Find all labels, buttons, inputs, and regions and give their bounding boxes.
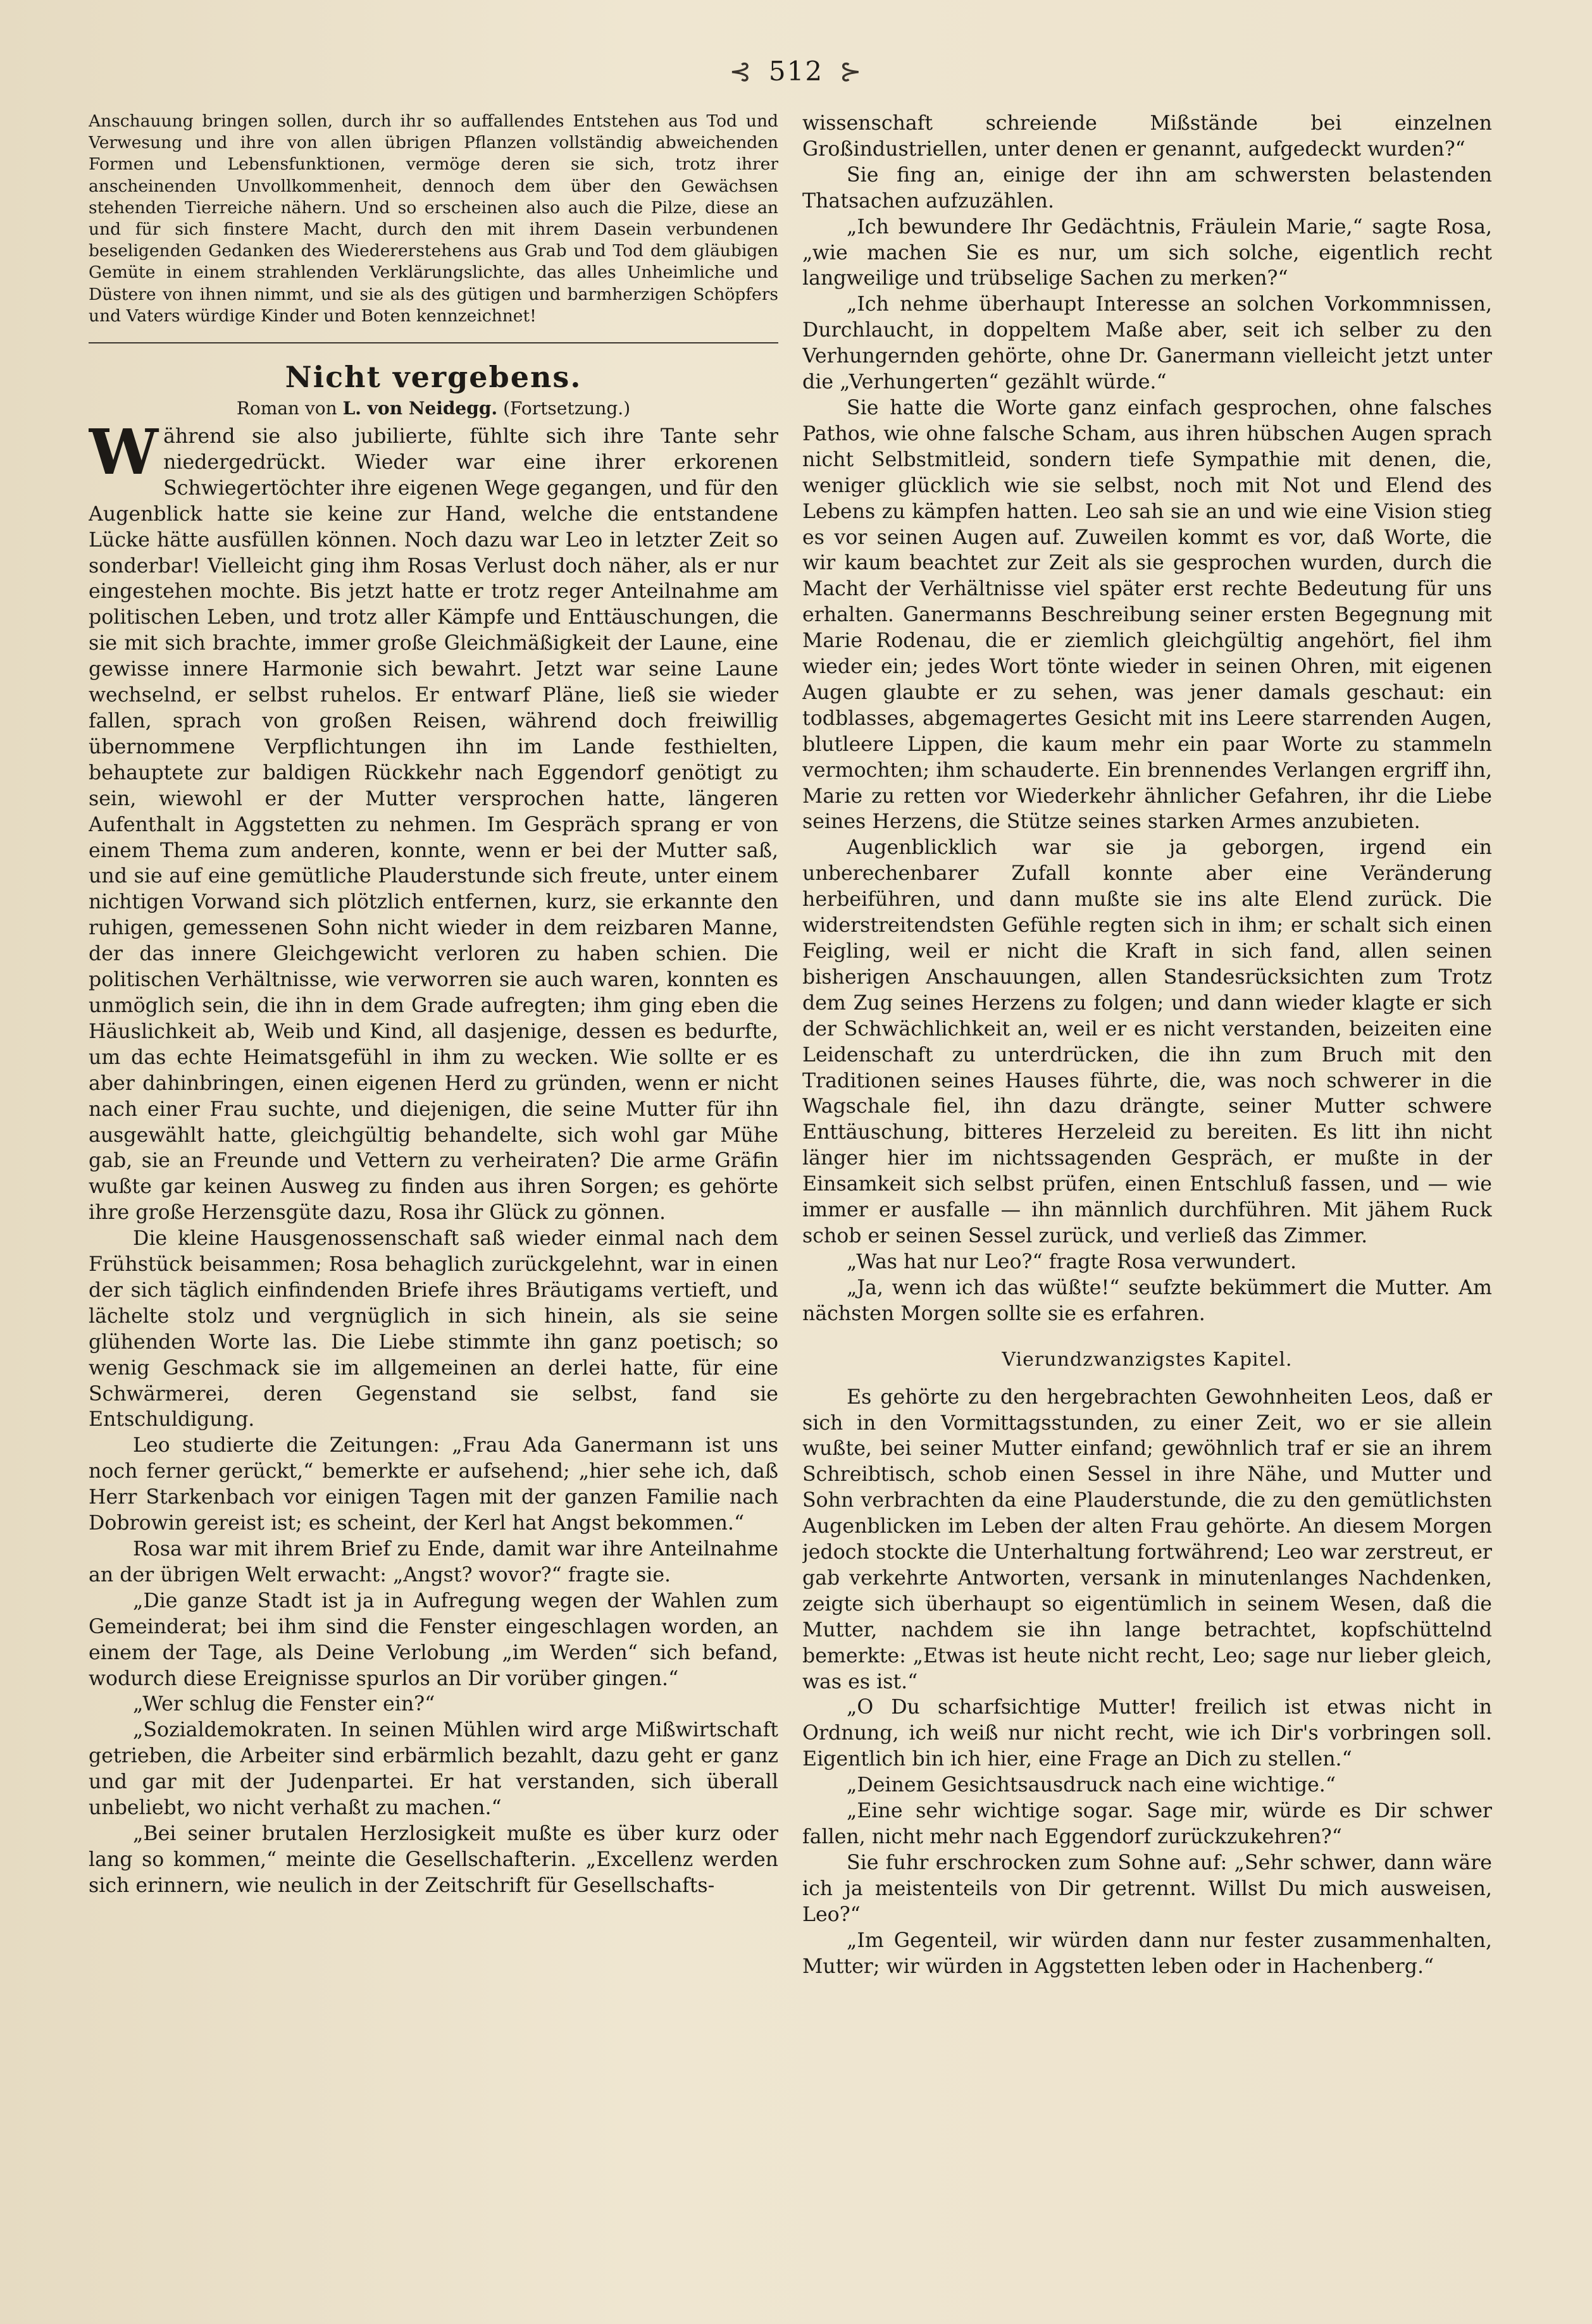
byline-continuation: (Fortsetzung.) bbox=[503, 398, 631, 419]
author-name: L. von Neidegg. bbox=[342, 398, 498, 419]
paragraph: Es gehörte zu den hergebrachten Gewohnheiten Leos, daß er sich in den Vormittagsstunden, zu einer Zeit, wo er sie allein wußte, bei seiner Mutter einfand; gewöhnlich traf er sie an ihrem Schreibtisch, schob einen Sessel in ihre Nähe, und Mutter und Sohn verbrachten da eine Plauderstunde, die zu den gemütlichsten Augenblicken im Leben der alten Frau gehörte. An diesem Morgen jedoch stockte die Unterhaltung fortwährend; Leo war zerstreut, er gab verkehrte Antworten, versank in minutenlanges Nachdenken, zeigte sich überhaupt so eigentümlich in seinem Wesen, daß die Mutter, nachdem sie ihn lange betrachtet, kopfschüttelnd bemerkte: „Etwas ist heute nicht recht, Leo; sage nur lieber gleich, was es ist.“ bbox=[802, 1385, 1492, 1693]
paragraph: Leo studierte die Zeitungen: „Frau Ada Ganermann ist uns noch ferner gerückt,“ bemerkte er aufsehend; „hier sehe ich, daß Herr Starkenbach vor einigen Tagen mit der ganzen Familie nach Dobrowin gereist ist; es scheint, der Kerl hat Angst bekommen.“ bbox=[89, 1434, 778, 1535]
paragraph: „Wer schlug die Fenster ein?“ bbox=[133, 1693, 435, 1716]
intro-paragraph: Anschauung bringen sollen, durch ihr so auffallendes Entstehen aus Tod und Verwesung und ihre von allen übrigen Pflanzen vollständig abweichenden Formen und Lebensfunktionen, vermöge deren sie sich, trotz ihrer anscheinenden Unvollkommenheit, dennoch dem über den Gewächsen stehenden Tierreiche nähern. Und so erscheinen also auch die Pilze, diese an und für sich finstere Macht, durch den mit ihrem Dasein verbundenen beseligenden Gedanken des Wiedererstehens aus Grab und Tod dem gläubigen Gemüte in einem strahlenden Verklärungslichte, das alles Unheimliche und Düstere von ihnen nimmt, und sie als des gütigen und barmherzigen Schöpfers und Vaters würdige Kinder und Boten kennzeichnet! bbox=[89, 111, 778, 326]
ornament-left: ⊰ bbox=[729, 56, 753, 87]
right-column bbox=[802, 111, 1492, 2267]
paragraph: Augenblicklich war sie ja geborgen, irgend ein unberechenbarer Zufall konnte aber eine Veränderung herbeiführen, und dann mußte sie ins alte Elend zurück. Die widerstreitendsten Gefühle regten sich in ihm; er schalt sich einen Feigling, weil er nicht die Kraft in sich fand, allen seinen bisherigen Anschauungen, allen Standesrücksichten zum Trotz dem Zug seines Herzens zu folgen; und dann wieder klagte er sich der Schwächlichkeit an, weil er es nicht verstanden, beizeiten eine Leidenschaft zu unterdrücken, die ihn zum Bruch mit den Traditionen seines Hauses führte, die, was noch schwerer in die Wagschale fiel, ihn dazu drängte, seiner Mutter schwere Enttäuschung, bitteres Herzeleid zu bereiten. Es litt ihn nicht länger hier im nichtssagenden Gespräch, er mußte in der Einsamkeit sich selbst prüfen, einen Entschluß fassen, und — wie immer er ausfalle — ihn männlich durchführen. Mit jähem Ruck schob er seinen Sessel zurück, und verließ das Zimmer. bbox=[802, 836, 1492, 1247]
story-title: Nicht vergebens. bbox=[285, 360, 582, 395]
paragraph-text: ährend sie also jubilierte, fühlte sich ihre Tante sehr niedergedrückt. Wieder war eine ihrer erkorenen Schwiegertöchter ihre eigenen Wege gegangen, und für den Augenblick hatte sie keine zur Hand, welche die entstandene Lücke hätte ausfüllen können. Noch dazu war Leo in letzter Zeit so sonderbar! Vielleicht ging ihm Rosas Verlust doch näher, als er nur eingestehen mochte. Bis jetzt hatte er trotz reger Anteilnahme am politischen Leben, und trotz aller Kämpfe und Enttäuschungen, die sie mit sich brachte, immer große Gleichmäßigkeit der Laune, eine gewisse innere Harmonie sich bewahrt. Jetzt war seine Laune wechselnd, er selbst ruhelos. Er entwarf Pläne, ließ sie wieder fallen, sprach von großen Reisen, während doch freiwillig übernommene Verpflichtungen ihn im Lande festhielten, behauptete zur baldigen Rückkehr nach Eggendorf genötigt zu sein, wiewohl er der Mutter versprochen hatte, längeren Aufenthalt in Aggstetten zu nehmen. Im Gespräch sprang er von einem Thema zum anderen, konnte, wenn er bei der Mutter saß, und sie auf eine gemütliche Plauderstunde sich freute, unter einem nichtigen Vorwand sich plötzlich entfernen, kurz, sie erkannte den ruhigen, gemessenen Sohn nicht wieder in dem reizbaren Manne, der das innere Gleichgewicht verloren zu haben schien. Die politischen Verhältnisse, wie verworren sie auch waren, konnten es unmöglich sein, die ihn in dem Grade aufregten; ihm ging eben die Häuslichkeit ab, Weib und Kind, all dasjenige, dessen es bedurfte, um das echte Heimatsgefühl in ihm zu wecken. Wie sollte er es aber dahinbringen, einen eigenen Herd zu gründen, wenn er nicht nach einer Frau suchte, und diejenigen, die seine Mutter für ihn ausgewählt hatte, gleichgültig behandelte, sich wohl gar Mühe gab, sie an Freunde und Vettern zu verheiraten? Die arme Gräfin wußte gar keinen Ausweg zu finden aus ihren Sorgen; es gehörte ihre große Herzensgüte dazu, Rosa ihr Glück zu gönnen. bbox=[89, 425, 778, 1225]
paragraph: „Im Gegenteil, wir würden dann nur fester zusammenhalten, Mutter; wir würden in Aggstetten leben oder in Hachenberg.“ bbox=[802, 1929, 1492, 1978]
paragraph bbox=[89, 416, 778, 1226]
paragraph: Rosa war mit ihrem Brief zu Ende, damit war ihre Anteilnahme an der übrigen Welt erwacht: „Angst? wovor?“ fragte sie. bbox=[89, 1538, 778, 1586]
paragraph: „Eine sehr wichtige sogar. Sage mir, würde es Dir schwer fallen, nicht mehr nach Eggendorf zurückzukehren?“ bbox=[802, 1800, 1492, 1848]
paragraph: „Ich nehme überhaupt Interesse an solchen Vorkommnissen, Durchlaucht, in doppeltem Maße aber, seit ich selber zu den Verhungernden gehörte, ohne Dr. Ganermann vielleicht jetzt unter die „Verhungerten“ gezählt würde.“ bbox=[802, 293, 1492, 394]
paragraph: wissenschaft schreiende Mißstände bei einzelnen Großindustriellen, unter denen er genannt, aufgedeckt wurden?“ bbox=[802, 112, 1492, 161]
paragraph: „Was hat nur Leo?“ fragte Rosa verwundert. bbox=[847, 1250, 1297, 1273]
paragraph: „Ich bewundere Ihr Gedächtnis, Fräulein Marie,“ sagte Rosa, „wie machen Sie es nur, um sich solche, eigentlich recht langweilige und trübselige Sachen zu merken?“ bbox=[802, 215, 1492, 290]
paragraph: Die kleine Hausgenossenschaft saß wieder einmal nach dem Frühstück beisammen; Rosa behaglich zurückgelehnt, war in einen der sich täglich einfindenden Briefe ihres Bräutigams vertieft, und lächelte stolz und vergnüglich in sich hinein, als sie seine glühenden Worte las. Die Liebe stimmte ihn ganz poetisch; so wenig Geschmack sie im allgemeinen an derlei hatte, für eine Schwärmerei, deren Gegenstand sie selbst, fand sie Entschuldigung. bbox=[89, 1227, 778, 1431]
left-column bbox=[89, 111, 778, 2267]
paragraph: „Die ganze Stadt ist ja in Aufregung wegen der Wahlen zum Gemeinderat; bei ihm sind die Fenster eingeschlagen worden, an einem der Tage, als Deine Verlobung „im Werden“ sich befand, wodurch diese Ereignisse spurlos an Dir vorüber gingen.“ bbox=[89, 1589, 778, 1690]
paragraph: Sie fing an, einige der ihn am schwersten belastenden Thatsachen aufzuzählen. bbox=[802, 163, 1492, 213]
paragraph: „Bei seiner brutalen Herzlosigkeit mußte es über kurz oder lang so kommen,“ meinte die Gesellschafterin. „Excellenz werden sich erinnern, wie neulich in der Zeitschrift für Gesellschafts- bbox=[89, 1822, 778, 1897]
page-header bbox=[0, 56, 1592, 87]
section-divider bbox=[89, 342, 778, 343]
story-byline bbox=[89, 398, 778, 419]
drop-cap: W bbox=[89, 416, 159, 490]
paragraph: „Sozialdemokraten. In seinen Mühlen wird arge Mißwirtschaft getrieben, die Arbeiter sind erbärmlich bezahlt, dazu geht er ganz und gar mit der Judenpartei. Er hat verstanden, sich überall unbeliebt, wo nicht verhaßt zu machen.“ bbox=[89, 1719, 778, 1820]
page-number: 512 bbox=[768, 56, 824, 87]
byline-prefix: Roman von bbox=[236, 398, 337, 419]
paragraph: „Deinem Gesichtsausdruck nach eine wichtige.“ bbox=[847, 1774, 1336, 1797]
paragraph: Sie fuhr erschrocken zum Sohne auf: „Sehr schwer, dann wäre ich ja meistenteils von Dir getrennt. Willst Du mich ausweisen, Leo?“ bbox=[802, 1851, 1492, 1926]
paragraph: Sie hatte die Worte ganz einfach gesprochen, ohne falsches Pathos, wie ohne falsche Scham, aus ihren hübschen Augen sprach nicht Selbstmitleid, sondern tiefe Sympathie mit denen, die, weniger glücklich wie sie selbst, noch mit Not und Elend des Lebens zu kämpfen hatten. Leo sah sie an und wie eine Vision stieg es vor seinen Augen auf. Zuweilen kommt es vor, daß Worte, die wir kaum beachtet zur Zeit als sie gesprochen wurden, durch die Macht der Verhältnisse viel später erst rechte Bedeutung für uns erhalten. Ganermanns Beschreibung seiner ersten Begegnung mit Marie Rodenau, die er ziemlich gleichgültig angehört, fiel ihm wieder ein; jedes Wort tönte wieder in seinen Ohren, mit eigenen Augen glaubte er zu sehen, was jener damals geschaut: ein todblasses, abgemagertes Gesicht mit ins Leere starrenden Augen, blutleere Lippen, die kaum mehr ein paar Worte zu stammeln vermochten; ihm schauderte. Ein brennendes Verlangen ergriff ihn, Marie zu retten vor Wiederkehr ähnlicher Gefahren, ihr die Liebe seines Herzens, die Stütze seines starken Armes anzubieten. bbox=[802, 396, 1492, 834]
paragraph: „Ja, wenn ich das wüßte!“ seufzte bekümmert die Mutter. Am nächsten Morgen sollte sie es erfahren. bbox=[802, 1276, 1492, 1325]
paragraph: „O Du scharfsichtige Mutter! freilich ist etwas nicht in Ordnung, ich weiß nur nicht recht, wie ich Dir's vorbringen soll. Eigentlich bin ich hier, eine Frage an Dich zu stellen.“ bbox=[802, 1696, 1492, 1771]
ornament-right: ⊱ bbox=[839, 56, 863, 87]
chapter-heading: Vierundzwanzigstes Kapitel. bbox=[1002, 1348, 1293, 1371]
